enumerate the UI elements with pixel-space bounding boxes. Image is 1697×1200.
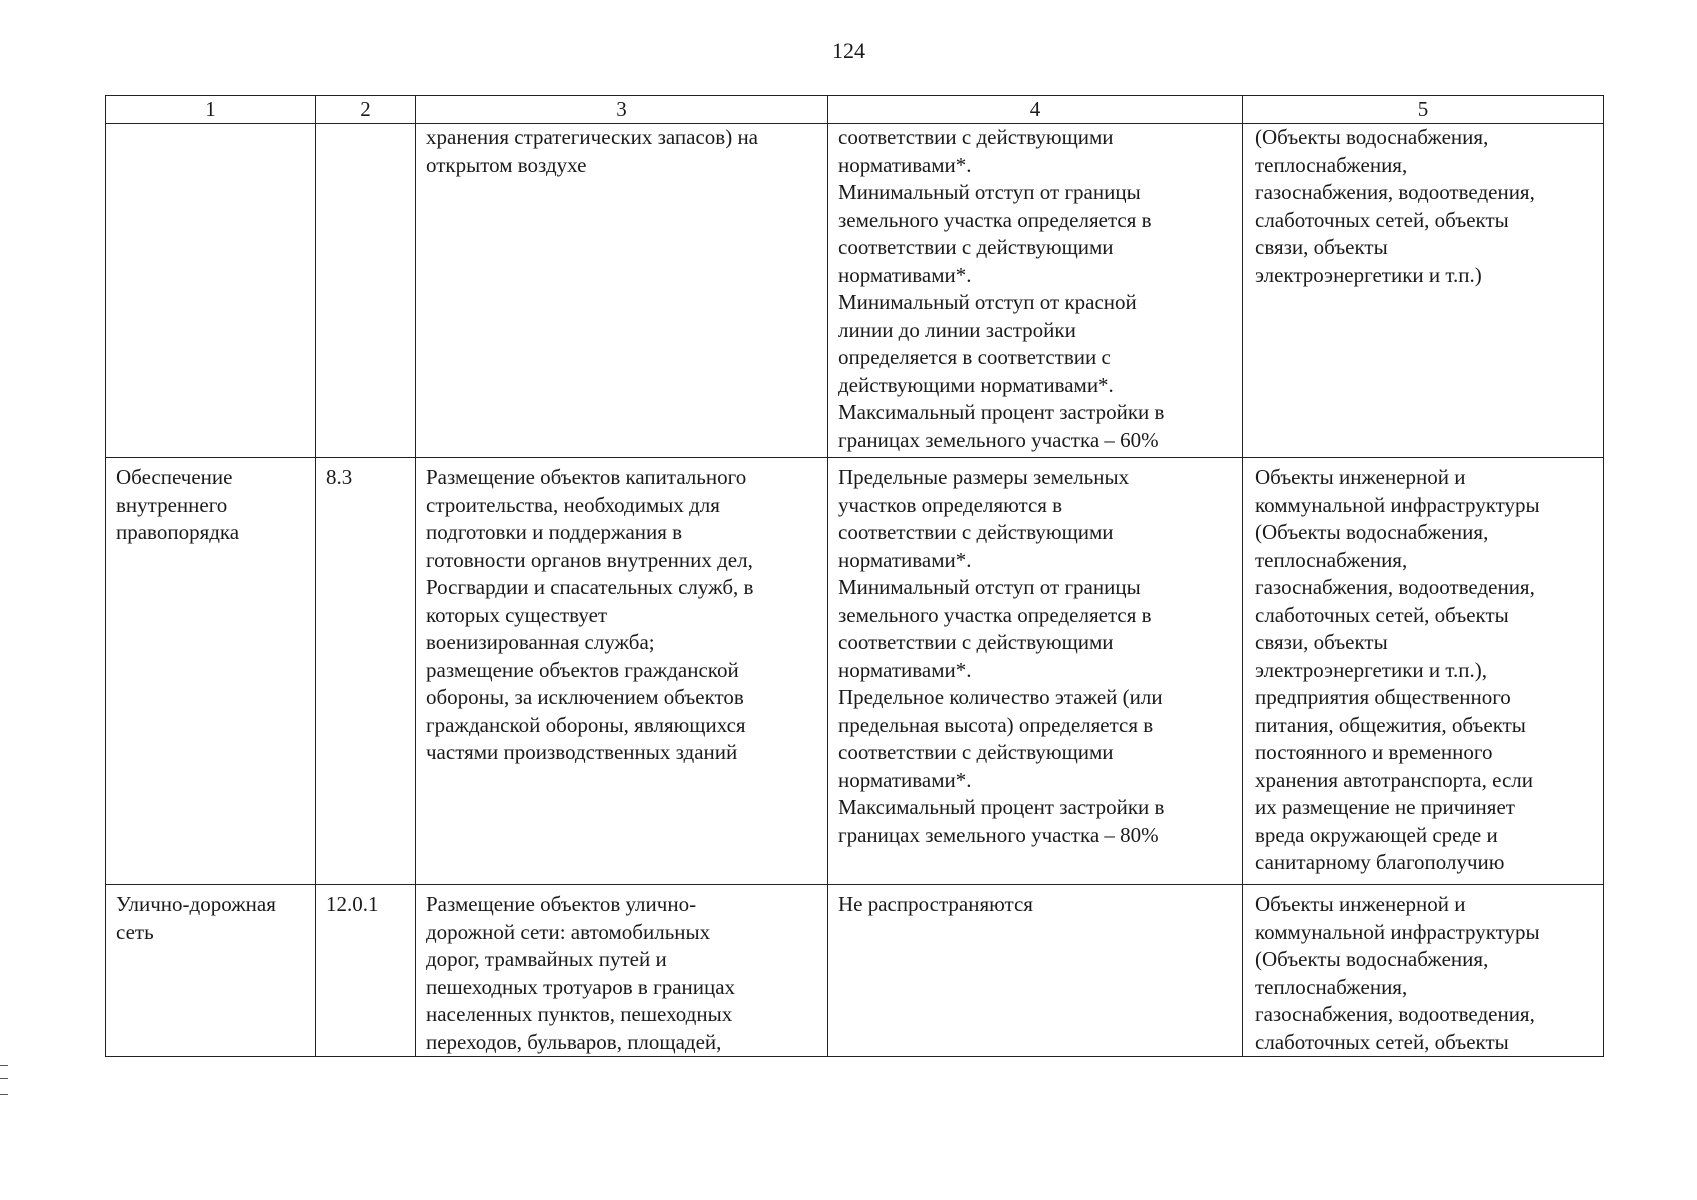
use-code-cell [316, 124, 416, 458]
auxiliary-uses-cell: Объекты инженерной и коммунальной инфраструктуры (Объекты водоснабжения, теплоснабжения, газоснабжения, водоотведения, слаботочных сетей, объекты связи, объекты электроэнергетики и т.п.), предприятия общественного питания, общежития, объекты постоянного и временного хранения автотранспорта, если их размещение не причиняет вреда окружающей среде и санитарному благополучию [1243, 458, 1604, 885]
column-header-5: 5 [1243, 96, 1604, 124]
parameters-cell: Предельные размеры земельных участков определяются в соответствии с действующими нормативами*. Минимальный отступ от границы земельного участка определяется в соответствии с действующими нормативами*. Предельное количество этажей (или предельная высота) определяется в соответствии с действующими нормативами*. Максимальный процент застройки в границах земельного участка – 80% [828, 458, 1243, 885]
binding-margin-marks [0, 1065, 8, 1095]
column-header-1: 1 [106, 96, 316, 124]
use-name-cell [106, 124, 316, 458]
zoning-regulations-table [105, 95, 1604, 1057]
use-description-cell: Размещение объектов улично- дорожной сети: автомобильных дорог, трамвайных путей и пешеходных тротуаров в границах населенных пунктов, пешеходных переходов, бульваров, площадей, [416, 885, 828, 1057]
parameters-cell: Не распространяются [828, 885, 1243, 1057]
table-row [106, 885, 1604, 1057]
use-code-cell: 8.3 [316, 458, 416, 885]
use-name-cell: Обеспечение внутреннего правопорядка [106, 458, 316, 885]
use-description-cell: Размещение объектов капитального строительства, необходимых для подготовки и поддержания в готовности органов внутренних дел, Росгвардии и спасательных служб, в которых существует военизированная служба; размещение объектов гражданской обороны, за исключением объектов гражданской обороны, являющихся частями производственных зданий [416, 458, 828, 885]
parameters-cell: соответствии с действующими нормативами*. Минимальный отступ от границы земельного участка определяется в соответствии с действующими нормативами*. Минимальный отступ от красной линии до линии застройки определяется в соответствии с действующими нормативами*. Максимальный процент застройки в границах земельного участка – 60% [828, 124, 1243, 458]
column-header-2: 2 [316, 96, 416, 124]
auxiliary-uses-cell: Объекты инженерной и коммунальной инфраструктуры (Объекты водоснабжения, теплоснабжения, газоснабжения, водоотведения, слаботочных сетей, объекты [1243, 885, 1604, 1057]
table-row [106, 458, 1604, 885]
use-name-cell: Улично-дорожная сеть [106, 885, 316, 1057]
table-header-row [106, 96, 1604, 124]
column-header-4: 4 [828, 96, 1243, 124]
use-description-cell: хранения стратегических запасов) на открытом воздухе [416, 124, 828, 458]
column-header-3: 3 [416, 96, 828, 124]
page-number: 124 [832, 38, 865, 63]
auxiliary-uses-cell: (Объекты водоснабжения, теплоснабжения, газоснабжения, водоотведения, слаботочных сетей, объекты связи, объекты электроэнергетики и т.п.) [1243, 124, 1604, 458]
use-code-cell: 12.0.1 [316, 885, 416, 1057]
table-row [106, 124, 1604, 458]
